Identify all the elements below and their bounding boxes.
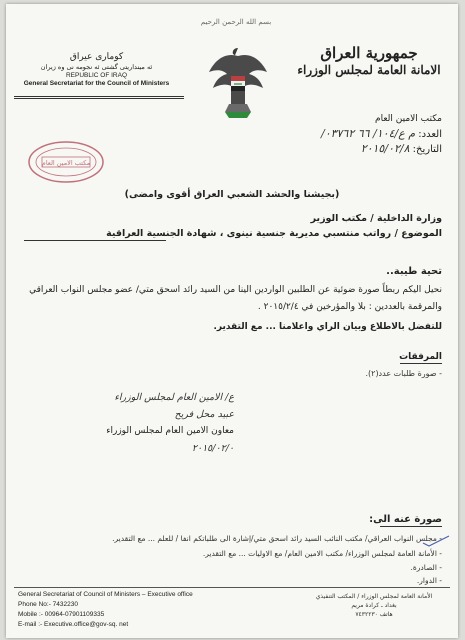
- footer-phone-ar: هاتف ٧٤٣٢٢٣٠: [355, 611, 393, 618]
- greeting: تحية طيبة..: [386, 266, 442, 277]
- header-rule-2: [14, 98, 184, 99]
- subject-line: الموضوع / رواتب منتسبي مديرية جنسية نينوى ، شهادة الجنسية العراقية: [106, 228, 442, 239]
- footer-office-en: General Secretariat of Council of Ministers – Executive office: [18, 591, 193, 598]
- copy-item: - الأمانة العامة لمجلس الوزراء/ مكتب الامين العام/ مع الاوليات ... مع التقدير.: [202, 549, 442, 558]
- copy-item: - الدوار.: [416, 576, 442, 585]
- header-secretariat-en: General Secretariat for the Council of Ministers: [23, 80, 170, 87]
- header-kurdish-1: كومارى عيراق: [69, 52, 124, 62]
- closing-line: للتفضل بالاطلاع وبيان الراي واعلامنا ... مع التقدير.: [213, 322, 442, 332]
- basmala: بسم الله الرحمن الرحيم: [200, 18, 272, 26]
- copies-underline: [380, 526, 442, 527]
- signature-title: معاون الامين العام لمجلس الوزراء: [106, 426, 234, 436]
- document-page: [6, 4, 458, 638]
- footer-mobile: Mobile :- 00964-07901109335: [18, 611, 105, 618]
- signature-name: عبيد محل فريح: [174, 409, 234, 420]
- reference-number: [321, 127, 442, 140]
- slogan: (بجيشنا والحشد الشعبي العراق أقوى وامضى): [124, 189, 340, 200]
- footer-rule: [14, 587, 450, 588]
- footer-phone: Phone No:- 7432230: [18, 601, 78, 608]
- reference-value: م ع/١٠٤/ ٦٦ ٠٣٧٦٢/: [320, 127, 416, 140]
- office-stamp: [26, 139, 106, 185]
- signature-block: [54, 389, 234, 457]
- footer-email: E-mail :- Executive.office@gov-sq. net: [18, 621, 129, 628]
- footer-contact-ar: [304, 592, 444, 619]
- office-title: مكتب الامين العام: [375, 114, 442, 124]
- footer-office-ar: الأمانة العامة لمجلس الوزراء / المكتب التنفيذي: [315, 593, 433, 600]
- signature-line-1: ع/ الامين العام لمجلس الوزراء: [114, 392, 234, 403]
- recipient: وزارة الداخلية / مكتب الوزير: [310, 213, 442, 224]
- date-value: ٢٠١٥/٠٢/٨: [360, 142, 410, 155]
- reference-label: العدد:: [418, 129, 442, 140]
- attachments-underline: [400, 363, 442, 364]
- header-kurdish-2: ئه مينداريتى گشتى ئه نجومه نى وه زيران: [40, 63, 153, 71]
- header-rule: [14, 96, 184, 97]
- header-secretariat-ar: الامانة العامة لمجلس الوزراء: [297, 63, 441, 77]
- copy-item: - الصادرة.: [410, 563, 442, 572]
- date-label: التاريخ:: [412, 144, 442, 155]
- stamp-text: مكتب الامين العام: [41, 159, 91, 167]
- header-republic-en: REPUBLIC OF IRAQ: [65, 72, 128, 79]
- eagle-emblem-icon: [207, 42, 269, 124]
- copy-item: - مجلس النواب العراقي/ مكتب النائب السيد رائد اسحق متي/إشارة الى طلباتكم انفا / للعلم ... مع التقدير.: [112, 534, 442, 543]
- attachments-label: المرفقات: [399, 352, 442, 362]
- header-right: [294, 44, 444, 78]
- copies-label: صورة عنه الى:: [369, 514, 442, 525]
- footer-address-ar: بغداد ـ كرادة مريم: [351, 602, 397, 609]
- header-left: [14, 52, 179, 88]
- subject-underline: [24, 240, 166, 241]
- attachment-item: - صورة طلبات عدد(٢).: [365, 369, 442, 378]
- signature-date: ٢٠١٥/٠٢/٠: [191, 443, 234, 454]
- footer-contact-en: [18, 590, 193, 630]
- document-date: [361, 142, 442, 155]
- checkmark-icon: [421, 534, 451, 548]
- header-republic-ar: جمهورية العراق: [320, 44, 418, 62]
- letter-body: نحيل اليكم ربطاً صورة ضوئية عن الطلبين الواردين الينا من السيد رائد اسحق متي/ عضو مجلس النواب العراقي والمرقمة بالعددين : بلا والمؤرخين في ٢٠١٥/٢/٤ .: [29, 285, 442, 312]
